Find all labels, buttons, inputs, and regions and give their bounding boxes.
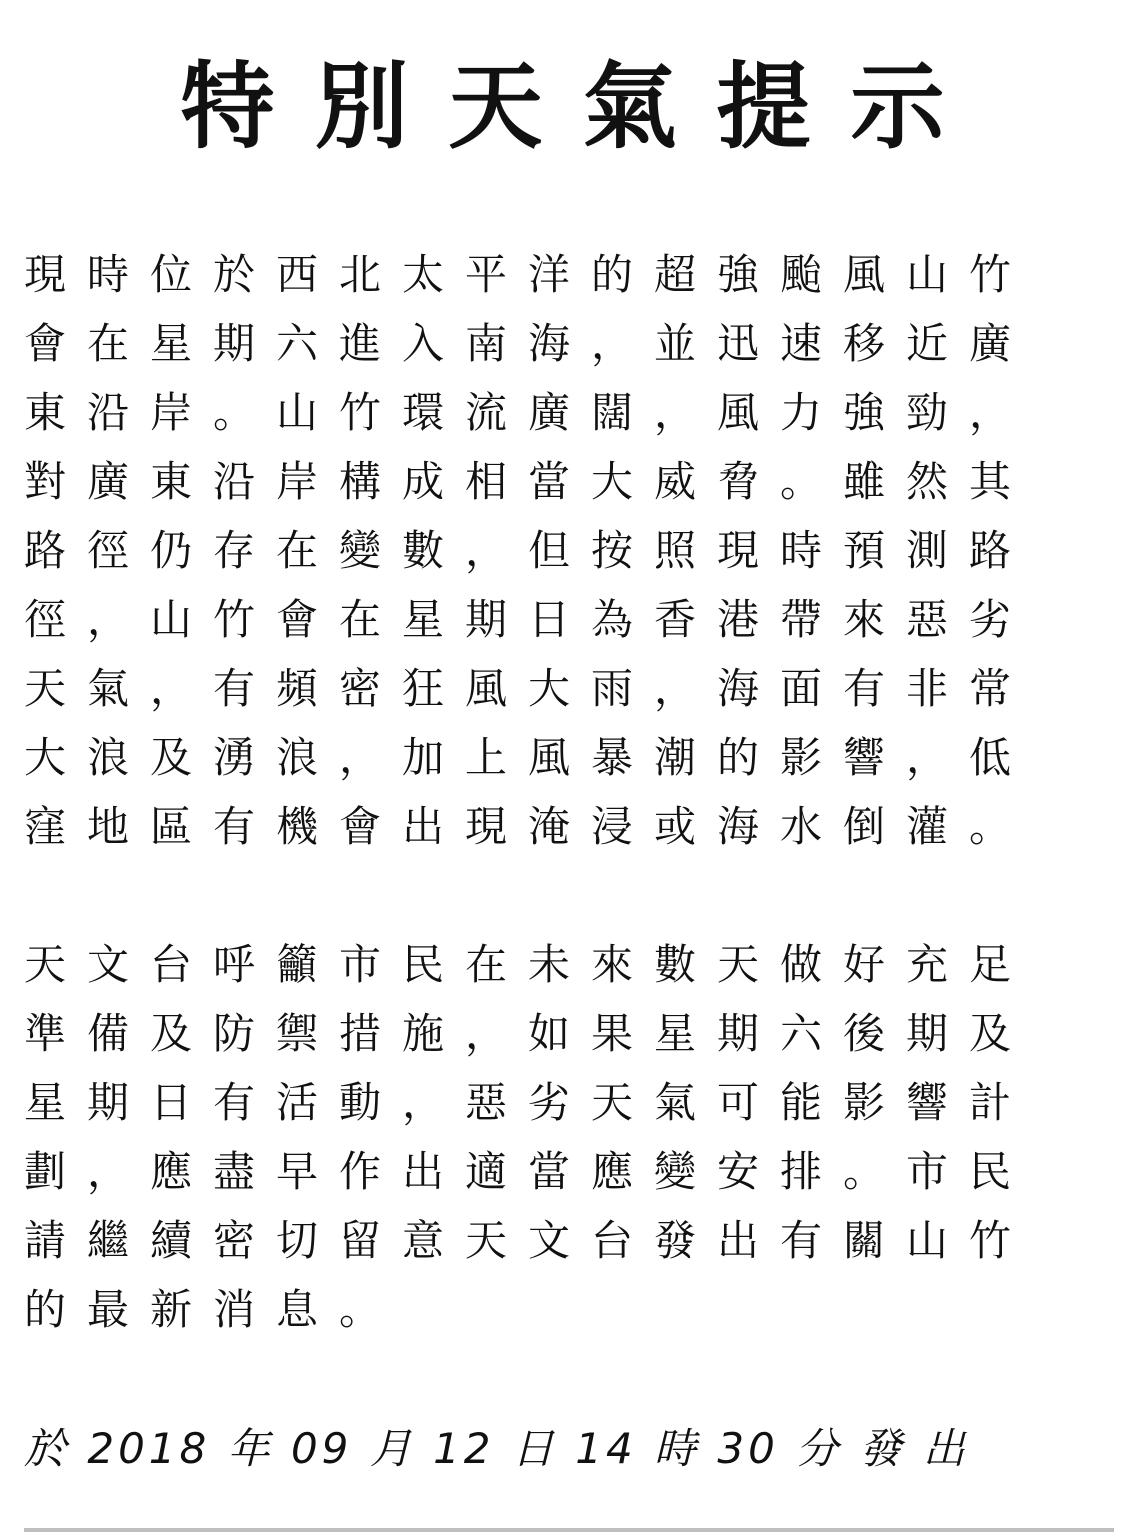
notice-paragraph-2: 天文台呼籲市民在未來數天做好充足準備及防禦措施，如果星期六後期及星期日有活動，惡劣天氣可能影響計劃，應盡早作出適當應變安排。市民請繼續密切留意天文台發出有關山竹的最新消息。 xyxy=(24,940,1033,1334)
issued-timestamp: 於 2018 年 09 月 12 日 14 時 30 分 發 出 xyxy=(24,1424,969,1473)
notice-title: 特別天氣提示 xyxy=(180,53,985,162)
bottom-divider xyxy=(24,1528,1114,1532)
notice-paragraph-1: 現時位於西北太平洋的超強颱風山竹會在星期六進入南海，並迅速移近廣東沿岸。山竹環流廣闊，風力強勁，對廣東沿岸構成相當大威脅。雖然其路徑仍存在變數，但按照現時預測路徑，山竹會在星期日為香港帶來惡劣天氣，有頻密狂風大雨，海面有非常大浪及湧浪，加上風暴潮的影響，低窪地區有機會出現淹浸或海水倒灌。 xyxy=(24,250,1033,851)
